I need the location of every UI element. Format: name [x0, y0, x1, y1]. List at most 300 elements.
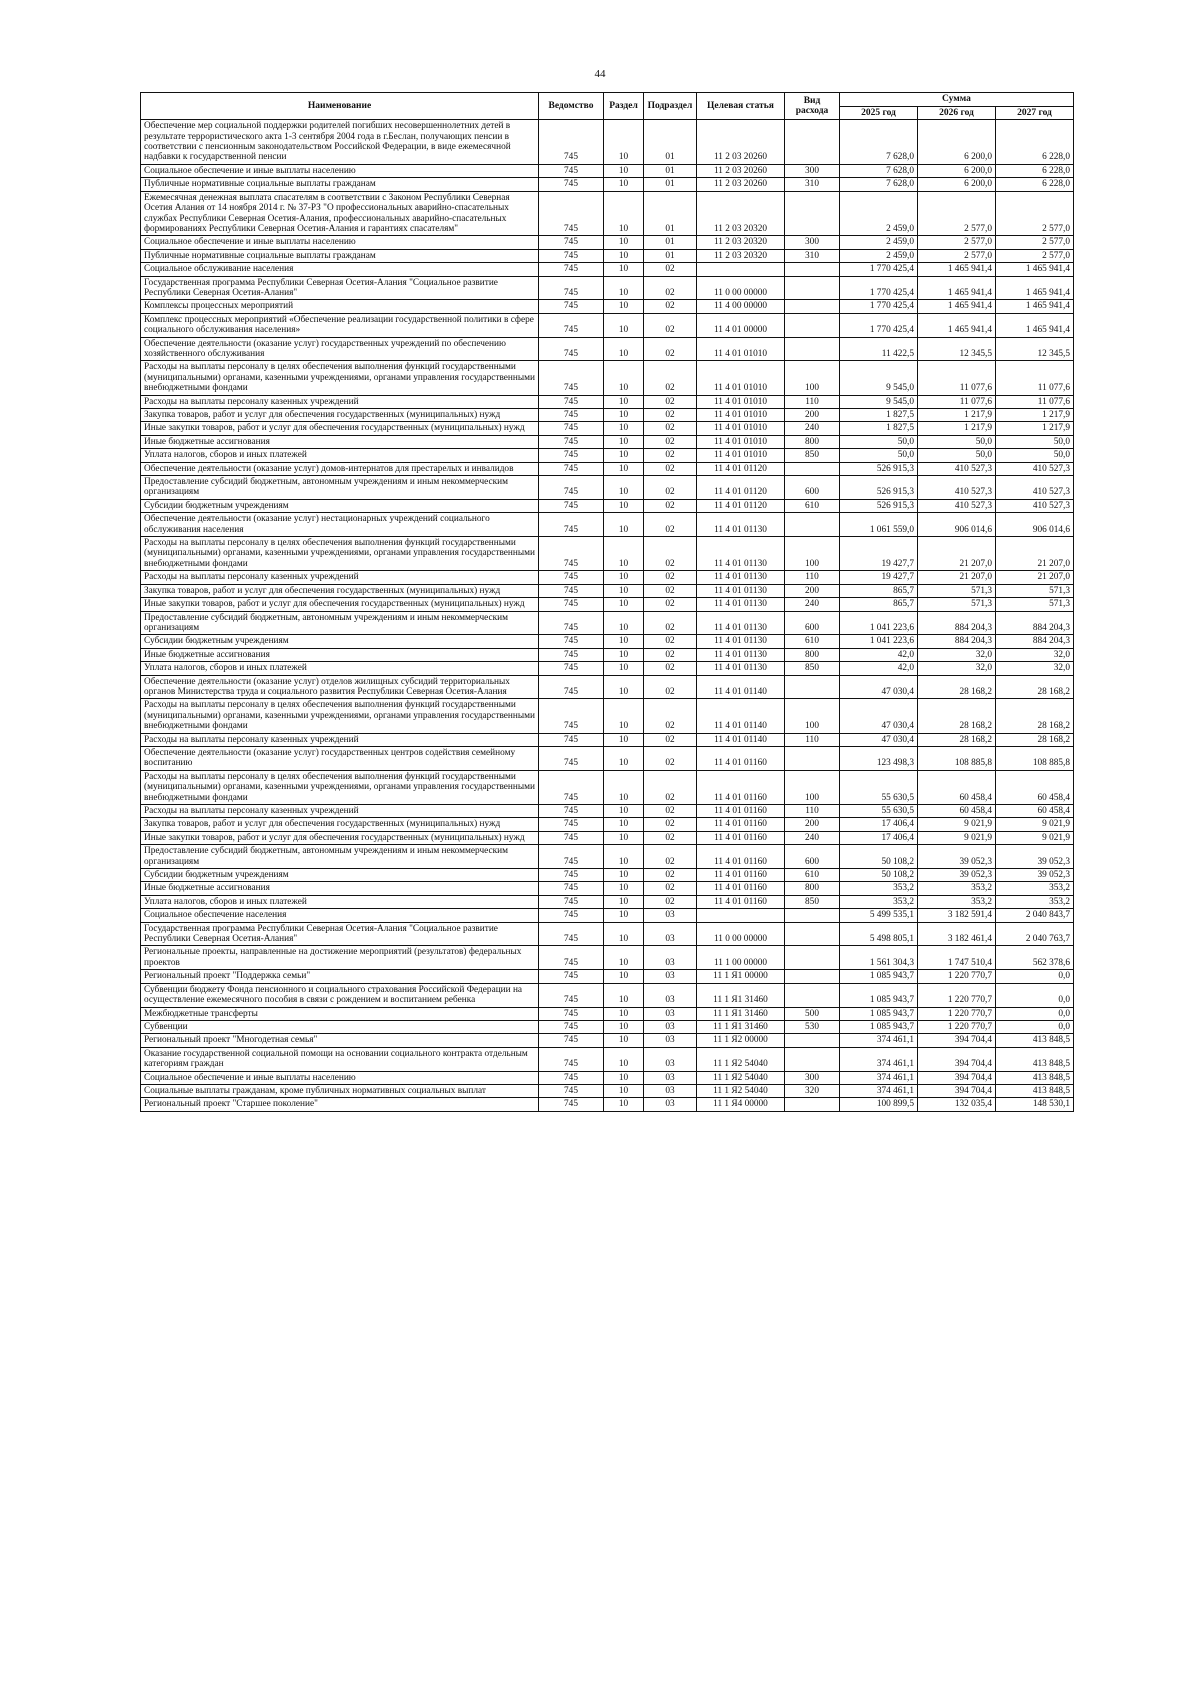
cell-2026: 50,0	[918, 435, 996, 448]
cell-2026: 906 014,6	[918, 513, 996, 537]
cell-2025: 47 030,4	[840, 675, 918, 699]
cell-razdel: 10	[604, 770, 644, 804]
cell-2026: 108 885,8	[918, 746, 996, 770]
cell-2026: 132 035,4	[918, 1098, 996, 1111]
cell-2027: 884 204,3	[996, 635, 1074, 648]
cell-vedomstvo: 745	[539, 805, 604, 818]
cell-vedomstvo: 745	[539, 1007, 604, 1020]
cell-tselevaya: 11 0 00 00000	[697, 276, 785, 300]
cell-name: Предоставление субсидий бюджетным, автономным учреждениям и иным некоммерческим организациям	[141, 611, 539, 635]
cell-2025: 374 461,1	[840, 1071, 918, 1084]
cell-razdel: 10	[604, 178, 644, 191]
cell-vedomstvo: 745	[539, 300, 604, 313]
cell-name: Иные закупки товаров, работ и услуг для обеспечения государственных (муниципальных) нужд	[141, 422, 539, 435]
cell-2025: 42,0	[840, 648, 918, 661]
table-row	[141, 435, 1074, 448]
cell-name: Государственная программа Республики Северная Осетия-Алания "Социальное развитие Республики Северная Осетия-Алания"	[141, 276, 539, 300]
cell-razdel: 10	[604, 249, 644, 262]
cell-tselevaya: 11 2 03 20320	[697, 236, 785, 249]
cell-2027: 0,0	[996, 1007, 1074, 1020]
cell-2026: 21 207,0	[918, 537, 996, 571]
cell-razdel: 10	[604, 584, 644, 597]
cell-vid: 500	[785, 1007, 840, 1020]
cell-2027: 410 527,3	[996, 499, 1074, 512]
cell-tselevaya: 11 4 01 01010	[697, 337, 785, 361]
cell-tselevaya: 11 4 01 01120	[697, 462, 785, 475]
cell-2025: 123 498,3	[840, 746, 918, 770]
cell-name: Социальные выплаты гражданам, кроме публичных нормативных социальных выплат	[141, 1084, 539, 1097]
cell-2025: 50 108,2	[840, 869, 918, 882]
cell-podrazdel: 01	[644, 178, 697, 191]
table-row	[141, 922, 1074, 946]
cell-tselevaya: 11 2 03 20260	[697, 164, 785, 177]
cell-podrazdel: 03	[644, 1047, 697, 1071]
cell-vedomstvo: 745	[539, 818, 604, 831]
table-row	[141, 395, 1074, 408]
cell-razdel: 10	[604, 635, 644, 648]
header-vid: Вид расхода	[785, 93, 840, 120]
cell-2027: 353,2	[996, 882, 1074, 895]
cell-name: Предоставление субсидий бюджетным, автономным учреждениям и иным некоммерческим организациям	[141, 476, 539, 500]
cell-vedomstvo: 745	[539, 1047, 604, 1071]
table-row	[141, 164, 1074, 177]
cell-vid	[785, 970, 840, 983]
cell-2027: 6 228,0	[996, 164, 1074, 177]
cell-2027: 1 217,9	[996, 409, 1074, 422]
header-2026: 2026 год	[918, 106, 996, 120]
cell-vid	[785, 746, 840, 770]
header-name: Наименование	[141, 93, 539, 120]
cell-vedomstvo: 745	[539, 476, 604, 500]
cell-2026: 394 704,4	[918, 1084, 996, 1097]
cell-vedomstvo: 745	[539, 746, 604, 770]
cell-2027: 11 077,6	[996, 361, 1074, 395]
cell-razdel: 10	[604, 675, 644, 699]
cell-vid: 200	[785, 409, 840, 422]
cell-podrazdel: 03	[644, 970, 697, 983]
table-row	[141, 733, 1074, 746]
cell-2026: 1 465 941,4	[918, 313, 996, 337]
cell-podrazdel: 01	[644, 191, 697, 236]
cell-2025: 374 461,1	[840, 1084, 918, 1097]
table-row	[141, 313, 1074, 337]
cell-2027: 2 577,0	[996, 236, 1074, 249]
cell-2027: 21 207,0	[996, 571, 1074, 584]
cell-name: Уплата налогов, сборов и иных платежей	[141, 662, 539, 675]
cell-vedomstvo: 745	[539, 249, 604, 262]
cell-2026: 32,0	[918, 648, 996, 661]
cell-2025: 50 108,2	[840, 845, 918, 869]
cell-vedomstvo: 745	[539, 922, 604, 946]
cell-2027: 21 207,0	[996, 537, 1074, 571]
cell-tselevaya: 11 4 01 01130	[697, 662, 785, 675]
cell-vid: 800	[785, 435, 840, 448]
cell-razdel: 10	[604, 435, 644, 448]
cell-vid	[785, 946, 840, 970]
cell-2025: 1 041 223,6	[840, 635, 918, 648]
cell-name: Расходы на выплаты персоналу в целях обеспечения выполнения функций государственными (муниципальными) органами, казенными учреждениями, органами управления государственными внебюджетными фондами	[141, 699, 539, 733]
cell-2026: 410 527,3	[918, 476, 996, 500]
cell-podrazdel: 02	[644, 845, 697, 869]
cell-podrazdel: 03	[644, 922, 697, 946]
header-2027: 2027 год	[996, 106, 1074, 120]
cell-tselevaya: 11 4 01 01010	[697, 395, 785, 408]
table-row	[141, 584, 1074, 597]
table-row	[141, 499, 1074, 512]
cell-name: Иные бюджетные ассигнования	[141, 648, 539, 661]
cell-razdel: 10	[604, 1098, 644, 1111]
table-row	[141, 537, 1074, 571]
cell-2026: 11 077,6	[918, 395, 996, 408]
cell-2026: 394 704,4	[918, 1034, 996, 1047]
cell-2027: 2 577,0	[996, 249, 1074, 262]
cell-vedomstvo: 745	[539, 337, 604, 361]
cell-vid	[785, 313, 840, 337]
table-row	[141, 263, 1074, 276]
cell-tselevaya: 11 4 01 01120	[697, 499, 785, 512]
cell-razdel: 10	[604, 462, 644, 475]
cell-name: Уплата налогов, сборов и иных платежей	[141, 449, 539, 462]
cell-2027: 571,3	[996, 598, 1074, 611]
cell-2025: 19 427,7	[840, 571, 918, 584]
cell-name: Закупка товаров, работ и услуг для обеспечения государственных (муниципальных) нужд	[141, 818, 539, 831]
cell-vid: 110	[785, 395, 840, 408]
cell-name: Социальное обеспечение и иные выплаты населению	[141, 164, 539, 177]
cell-name: Обеспечение деятельности (оказание услуг) домов-интернатов для престарелых и инвалидов	[141, 462, 539, 475]
cell-2025: 1 085 943,7	[840, 970, 918, 983]
cell-razdel: 10	[604, 499, 644, 512]
cell-2027: 12 345,5	[996, 337, 1074, 361]
cell-vid	[785, 513, 840, 537]
cell-tselevaya: 11 4 01 00000	[697, 313, 785, 337]
cell-razdel: 10	[604, 1007, 644, 1020]
cell-name: Региональные проекты, направленные на достижение мероприятий (результатов) федеральных проектов	[141, 946, 539, 970]
cell-tselevaya: 11 1 Я4 00000	[697, 1098, 785, 1111]
cell-2027: 9 021,9	[996, 831, 1074, 844]
cell-name: Расходы на выплаты персоналу казенных учреждений	[141, 395, 539, 408]
cell-podrazdel: 02	[644, 499, 697, 512]
cell-podrazdel: 02	[644, 537, 697, 571]
cell-tselevaya: 11 1 Я2 54040	[697, 1084, 785, 1097]
cell-name: Публичные нормативные социальные выплаты гражданам	[141, 178, 539, 191]
cell-vedomstvo: 745	[539, 537, 604, 571]
table-row	[141, 699, 1074, 733]
cell-tselevaya	[697, 263, 785, 276]
cell-2027: 410 527,3	[996, 462, 1074, 475]
cell-tselevaya: 11 2 03 20260	[697, 120, 785, 165]
cell-vid: 110	[785, 805, 840, 818]
cell-name: Субсидии бюджетным учреждениям	[141, 635, 539, 648]
cell-2025: 865,7	[840, 598, 918, 611]
cell-2026: 410 527,3	[918, 462, 996, 475]
cell-vid: 530	[785, 1020, 840, 1033]
cell-vid: 100	[785, 537, 840, 571]
cell-vedomstvo: 745	[539, 571, 604, 584]
cell-podrazdel: 02	[644, 263, 697, 276]
cell-2025: 42,0	[840, 662, 918, 675]
cell-podrazdel: 02	[644, 571, 697, 584]
cell-vedomstvo: 745	[539, 1020, 604, 1033]
cell-2025: 374 461,1	[840, 1034, 918, 1047]
cell-tselevaya: 11 4 01 01010	[697, 361, 785, 395]
cell-2025: 1 770 425,4	[840, 313, 918, 337]
cell-razdel: 10	[604, 1047, 644, 1071]
cell-tselevaya: 11 4 01 01130	[697, 611, 785, 635]
cell-podrazdel: 02	[644, 313, 697, 337]
table-row	[141, 970, 1074, 983]
table-row	[141, 178, 1074, 191]
cell-name: Оказание государственной социальной помощи на основании социального контракта отдельным категориям граждан	[141, 1047, 539, 1071]
cell-tselevaya: 11 1 Я1 31460	[697, 1020, 785, 1033]
cell-2025: 526 915,3	[840, 499, 918, 512]
cell-2027: 11 077,6	[996, 395, 1074, 408]
cell-tselevaya: 11 2 03 20260	[697, 178, 785, 191]
cell-2026: 410 527,3	[918, 499, 996, 512]
cell-2025: 1 085 943,7	[840, 983, 918, 1007]
cell-name: Закупка товаров, работ и услуг для обеспечения государственных (муниципальных) нужд	[141, 584, 539, 597]
cell-2026: 394 704,4	[918, 1071, 996, 1084]
cell-name: Уплата налогов, сборов и иных платежей	[141, 895, 539, 908]
cell-vid: 300	[785, 236, 840, 249]
header-razdel: Раздел	[604, 93, 644, 120]
cell-2025: 1 561 304,3	[840, 946, 918, 970]
cell-name: Иные бюджетные ассигнования	[141, 882, 539, 895]
cell-tselevaya: 11 1 Я1 31460	[697, 983, 785, 1007]
cell-name: Обеспечение деятельности (оказание услуг) государственных учреждений по обеспечению хозяйственного обслуживания	[141, 337, 539, 361]
cell-name: Субсидии бюджетным учреждениям	[141, 869, 539, 882]
cell-tselevaya: 11 4 01 01130	[697, 584, 785, 597]
cell-podrazdel: 02	[644, 648, 697, 661]
cell-razdel: 10	[604, 395, 644, 408]
cell-vedomstvo: 745	[539, 770, 604, 804]
cell-vid	[785, 276, 840, 300]
cell-vid	[785, 1034, 840, 1047]
table-body	[141, 120, 1074, 1112]
cell-tselevaya: 11 0 00 00000	[697, 922, 785, 946]
cell-name: Обеспечение деятельности (оказание услуг) государственных центров содействия семейному воспитанию	[141, 746, 539, 770]
cell-vedomstvo: 745	[539, 513, 604, 537]
cell-2027: 1 465 941,4	[996, 313, 1074, 337]
cell-2025: 1 827,5	[840, 409, 918, 422]
cell-razdel: 10	[604, 263, 644, 276]
cell-vid: 240	[785, 422, 840, 435]
cell-razdel: 10	[604, 300, 644, 313]
cell-vid	[785, 983, 840, 1007]
cell-2027: 50,0	[996, 435, 1074, 448]
cell-name: Комплексы процессных мероприятий	[141, 300, 539, 313]
table-row	[141, 462, 1074, 475]
cell-2025: 374 461,1	[840, 1047, 918, 1071]
cell-2027: 50,0	[996, 449, 1074, 462]
cell-vid: 300	[785, 164, 840, 177]
table-row	[141, 513, 1074, 537]
cell-2026: 50,0	[918, 449, 996, 462]
cell-razdel: 10	[604, 476, 644, 500]
cell-2025: 2 459,0	[840, 191, 918, 236]
cell-name: Расходы на выплаты персоналу в целях обеспечения выполнения функций государственными (муниципальными) органами, казенными учреждениями, органами управления государственными внебюджетными фондами	[141, 770, 539, 804]
cell-vedomstvo: 745	[539, 1084, 604, 1097]
cell-2026: 571,3	[918, 598, 996, 611]
cell-2027: 39 052,3	[996, 869, 1074, 882]
cell-vid	[785, 191, 840, 236]
cell-tselevaya: 11 4 01 01120	[697, 476, 785, 500]
table-row	[141, 845, 1074, 869]
cell-2026: 9 021,9	[918, 831, 996, 844]
cell-tselevaya: 11 1 Я2 00000	[697, 1034, 785, 1047]
cell-2027: 413 848,5	[996, 1071, 1074, 1084]
cell-vid: 110	[785, 733, 840, 746]
cell-razdel: 10	[604, 869, 644, 882]
cell-2026: 6 200,0	[918, 178, 996, 191]
cell-vedomstvo: 745	[539, 1071, 604, 1084]
cell-razdel: 10	[604, 970, 644, 983]
cell-tselevaya: 11 1 Я2 54040	[697, 1047, 785, 1071]
cell-vid: 610	[785, 499, 840, 512]
cell-vedomstvo: 745	[539, 648, 604, 661]
cell-vedomstvo: 745	[539, 422, 604, 435]
cell-tselevaya: 11 1 Я2 54040	[697, 1071, 785, 1084]
cell-name: Иные бюджетные ассигнования	[141, 435, 539, 448]
cell-vedomstvo: 745	[539, 831, 604, 844]
cell-podrazdel: 02	[644, 746, 697, 770]
table-row	[141, 946, 1074, 970]
cell-podrazdel: 02	[644, 276, 697, 300]
table-row	[141, 422, 1074, 435]
cell-2026: 60 458,4	[918, 770, 996, 804]
cell-2026: 884 204,3	[918, 635, 996, 648]
cell-razdel: 10	[604, 191, 644, 236]
cell-podrazdel: 03	[644, 1007, 697, 1020]
cell-podrazdel: 02	[644, 300, 697, 313]
cell-vedomstvo: 745	[539, 635, 604, 648]
cell-2027: 148 530,1	[996, 1098, 1074, 1111]
cell-name: Субвенции бюджету Фонда пенсионного и социального страхования Российской Федерации на осуществление ежемесячного пособия в связи с рождением и воспитанием ребенка	[141, 983, 539, 1007]
cell-vedomstvo: 745	[539, 598, 604, 611]
cell-podrazdel: 02	[644, 409, 697, 422]
cell-2025: 5 499 535,1	[840, 909, 918, 922]
cell-2027: 2 040 763,7	[996, 922, 1074, 946]
cell-podrazdel: 02	[644, 422, 697, 435]
cell-tselevaya: 11 2 03 20320	[697, 191, 785, 236]
cell-podrazdel: 03	[644, 909, 697, 922]
cell-2025: 7 628,0	[840, 164, 918, 177]
cell-tselevaya: 11 4 01 01160	[697, 895, 785, 908]
cell-name: Комплекс процессных мероприятий «Обеспечение реализации государственной политики в сфере социального обслуживания населения»	[141, 313, 539, 337]
cell-name: Региональный проект "Многодетная семья"	[141, 1034, 539, 1047]
cell-2025: 5 498 805,1	[840, 922, 918, 946]
cell-name: Межбюджетные трансферты	[141, 1007, 539, 1020]
cell-podrazdel: 02	[644, 476, 697, 500]
cell-razdel: 10	[604, 409, 644, 422]
cell-2025: 1 827,5	[840, 422, 918, 435]
cell-2026: 1 217,9	[918, 409, 996, 422]
cell-vedomstvo: 745	[539, 909, 604, 922]
cell-2026: 1 747 510,4	[918, 946, 996, 970]
cell-2027: 413 848,5	[996, 1084, 1074, 1097]
table-row	[141, 571, 1074, 584]
cell-2025: 17 406,4	[840, 831, 918, 844]
table-row	[141, 1071, 1074, 1084]
cell-vedomstvo: 745	[539, 409, 604, 422]
cell-razdel: 10	[604, 1084, 644, 1097]
header-summa: Сумма	[840, 93, 1074, 107]
cell-razdel: 10	[604, 845, 644, 869]
cell-tselevaya: 11 4 01 01130	[697, 537, 785, 571]
cell-name: Региональный проект "Поддержка семьи"	[141, 970, 539, 983]
cell-2025: 9 545,0	[840, 395, 918, 408]
cell-razdel: 10	[604, 422, 644, 435]
cell-2026: 2 577,0	[918, 191, 996, 236]
cell-2025: 353,2	[840, 895, 918, 908]
cell-vid	[785, 675, 840, 699]
cell-vid: 300	[785, 1071, 840, 1084]
cell-razdel: 10	[604, 537, 644, 571]
cell-podrazdel: 03	[644, 1034, 697, 1047]
cell-2027: 28 168,2	[996, 733, 1074, 746]
cell-tselevaya: 11 4 01 01160	[697, 805, 785, 818]
cell-podrazdel: 01	[644, 236, 697, 249]
cell-podrazdel: 02	[644, 337, 697, 361]
cell-razdel: 10	[604, 449, 644, 462]
cell-2027: 1 465 941,4	[996, 263, 1074, 276]
cell-name: Обеспечение деятельности (оказание услуг) отделов жилищных субсидий территориальных органов Министерства труда и социального развития Республики Северная Осетия-Алания	[141, 675, 539, 699]
cell-podrazdel: 02	[644, 584, 697, 597]
table-row	[141, 598, 1074, 611]
cell-2027: 571,3	[996, 584, 1074, 597]
cell-razdel: 10	[604, 337, 644, 361]
cell-tselevaya: 11 4 01 01130	[697, 598, 785, 611]
table-row	[141, 869, 1074, 882]
cell-vedomstvo: 745	[539, 946, 604, 970]
cell-name: Субсидии бюджетным учреждениям	[141, 499, 539, 512]
cell-2027: 28 168,2	[996, 699, 1074, 733]
cell-2025: 19 427,7	[840, 537, 918, 571]
cell-2027: 353,2	[996, 895, 1074, 908]
cell-tselevaya: 11 4 01 01160	[697, 831, 785, 844]
cell-name: Субвенции	[141, 1020, 539, 1033]
cell-razdel: 10	[604, 895, 644, 908]
cell-name: Расходы на выплаты персоналу казенных учреждений	[141, 805, 539, 818]
table-row	[141, 276, 1074, 300]
table-row	[141, 770, 1074, 804]
cell-2025: 865,7	[840, 584, 918, 597]
cell-vedomstvo: 745	[539, 499, 604, 512]
cell-vedomstvo: 745	[539, 191, 604, 236]
cell-podrazdel: 02	[644, 699, 697, 733]
cell-tselevaya: 11 4 01 01010	[697, 422, 785, 435]
cell-tselevaya: 11 4 01 01130	[697, 571, 785, 584]
cell-vedomstvo: 745	[539, 178, 604, 191]
cell-2027: 410 527,3	[996, 476, 1074, 500]
cell-razdel: 10	[604, 699, 644, 733]
cell-name: Обеспечение деятельности (оказание услуг) нестационарных учреждений социального обслуживания населения	[141, 513, 539, 537]
cell-razdel: 10	[604, 571, 644, 584]
table-row	[141, 300, 1074, 313]
cell-vid	[785, 922, 840, 946]
cell-name: Государственная программа Республики Северная Осетия-Алания "Социальное развитие Республики Северная Осетия-Алания"	[141, 922, 539, 946]
cell-vid: 100	[785, 361, 840, 395]
cell-vid	[785, 1098, 840, 1111]
cell-vid: 100	[785, 770, 840, 804]
cell-2025: 1 770 425,4	[840, 263, 918, 276]
cell-vid: 800	[785, 648, 840, 661]
table-row	[141, 818, 1074, 831]
header-tselevaya: Целевая статья	[697, 93, 785, 120]
cell-podrazdel: 03	[644, 946, 697, 970]
cell-vid	[785, 263, 840, 276]
cell-razdel: 10	[604, 909, 644, 922]
cell-tselevaya: 11 1 Я1 00000	[697, 970, 785, 983]
